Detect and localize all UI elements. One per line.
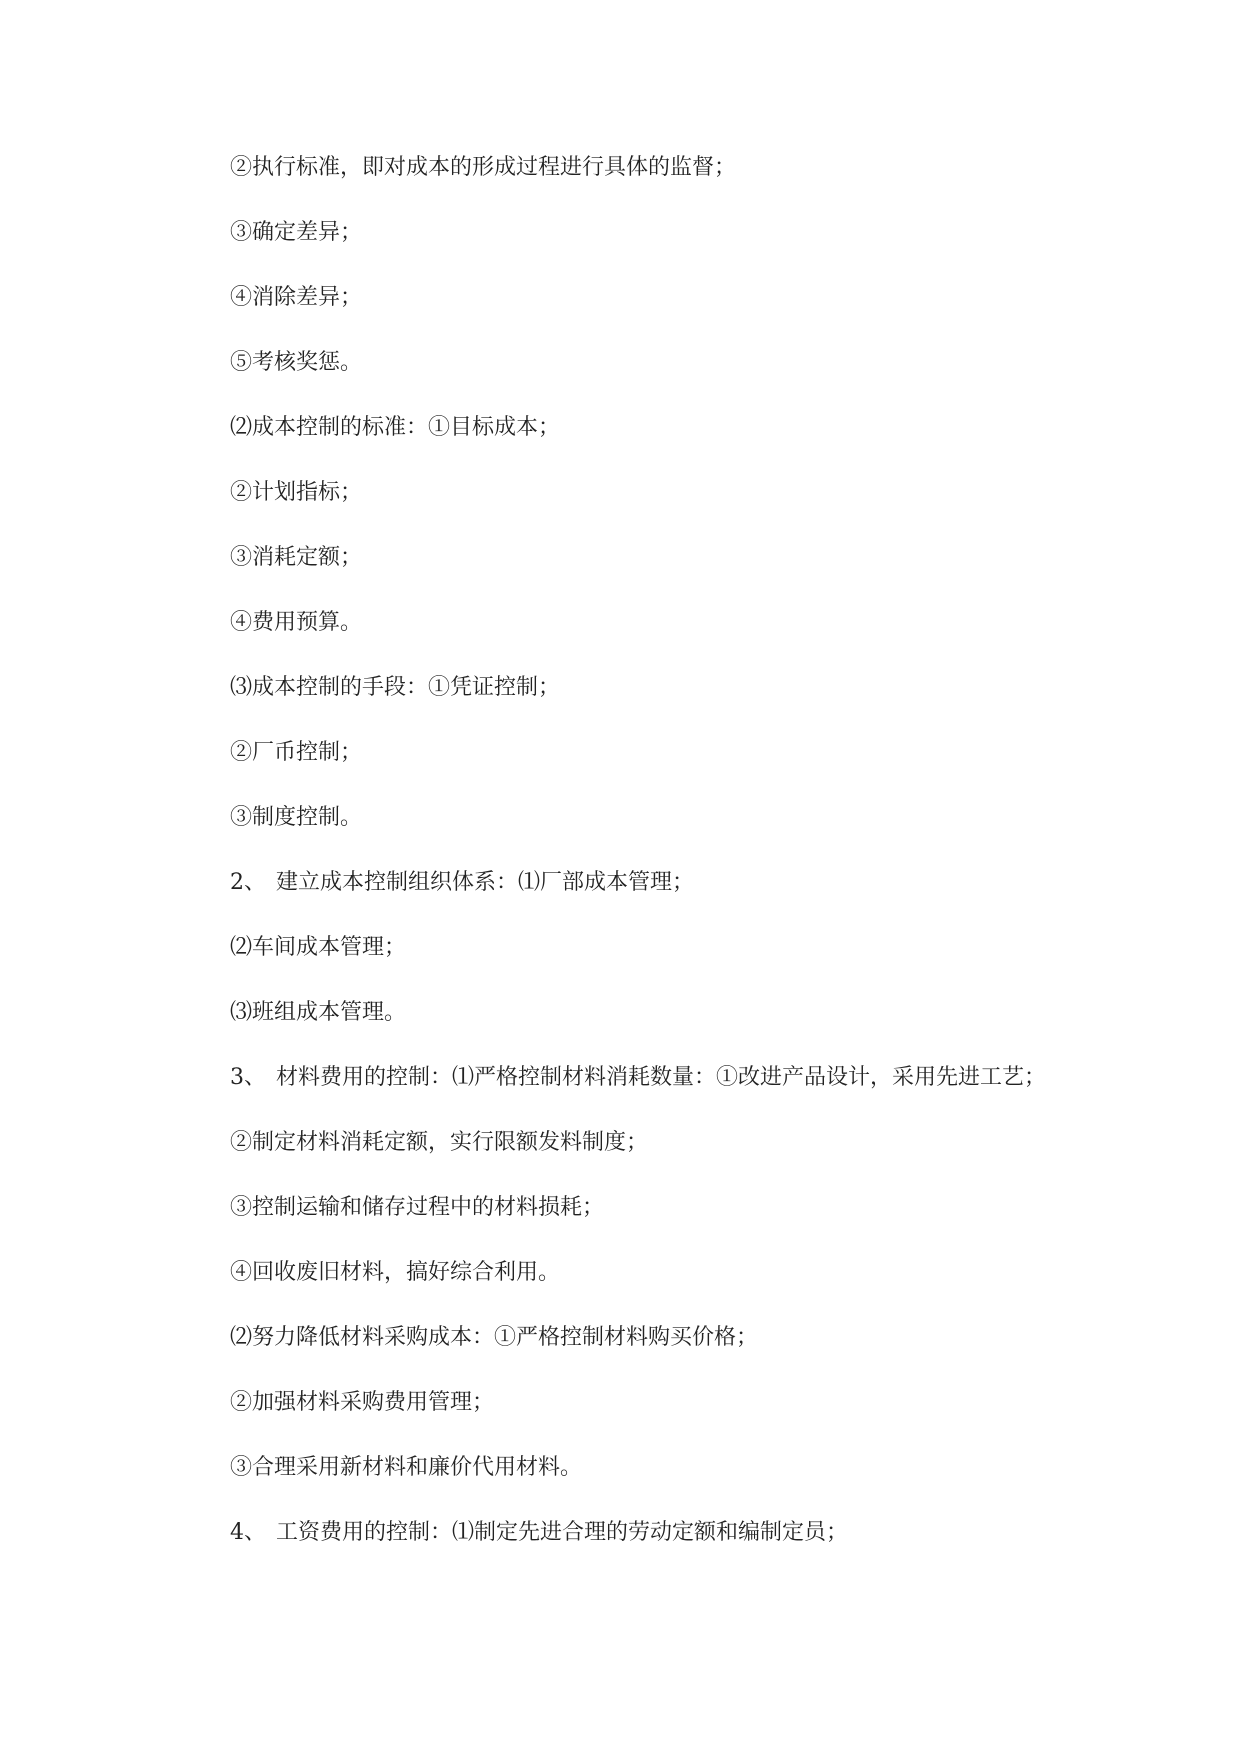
text-line xyxy=(230,934,1130,999)
text-line xyxy=(230,999,1130,1064)
text-line xyxy=(230,479,1130,544)
line-text: ④消除差异； xyxy=(230,285,363,310)
text-line xyxy=(230,349,1130,414)
line-text: ②计划指标； xyxy=(230,480,363,505)
line-text: ②厂币控制； xyxy=(230,740,363,765)
text-line xyxy=(230,804,1130,869)
line-text: ②加强材料采购费用管理； xyxy=(230,1390,495,1415)
line-text: ③控制运输和储存过程中的材料损耗； xyxy=(230,1195,605,1220)
line-text: ⑤考核奖惩。 xyxy=(230,350,363,375)
text-line xyxy=(230,1194,1130,1259)
line-text: 建立成本控制组织体系：⑴厂部成本管理； xyxy=(276,870,695,895)
text-line xyxy=(230,1454,1130,1519)
line-text: 材料费用的控制：⑴严格控制材料消耗数量：①改进产品设计，采用先进工艺； xyxy=(276,1065,1047,1090)
numbered-line xyxy=(230,1064,1130,1129)
text-line xyxy=(230,1129,1130,1194)
text-line xyxy=(230,1389,1130,1454)
line-text: ②制定材料消耗定额，实行限额发料制度； xyxy=(230,1130,649,1155)
text-line xyxy=(230,219,1130,284)
line-text: ⑵成本控制的标准：①目标成本； xyxy=(230,415,561,440)
line-text: 工资费用的控制：⑴制定先进合理的劳动定额和编制定员； xyxy=(276,1520,849,1545)
line-text: ③确定差异； xyxy=(230,220,363,245)
line-text: ③消耗定额； xyxy=(230,545,363,570)
line-text: ④回收废旧材料，搞好综合利用。 xyxy=(230,1260,561,1285)
text-line xyxy=(230,609,1130,674)
text-line xyxy=(230,544,1130,609)
numbered-line xyxy=(230,1519,1130,1584)
line-text: ④费用预算。 xyxy=(230,610,363,635)
numbered-line xyxy=(230,869,1130,934)
text-line xyxy=(230,154,1130,219)
text-line xyxy=(230,1259,1130,1324)
line-number: 3、 xyxy=(230,1065,266,1090)
text-line xyxy=(230,1324,1130,1389)
line-number: 2、 xyxy=(230,870,266,895)
line-text: ③制度控制。 xyxy=(230,805,363,830)
line-text: ⑶成本控制的手段：①凭证控制； xyxy=(230,675,561,700)
document-body xyxy=(230,154,1130,1584)
line-text: ⑵努力降低材料采购成本：①严格控制材料购买价格； xyxy=(230,1325,759,1350)
line-number: 4、 xyxy=(230,1520,266,1545)
line-text: ⑶班组成本管理。 xyxy=(230,1000,407,1025)
text-line xyxy=(230,739,1130,804)
text-line xyxy=(230,674,1130,739)
line-text: ③合理采用新材料和廉价代用材料。 xyxy=(230,1455,583,1480)
line-text: ②执行标准，即对成本的形成过程进行具体的监督； xyxy=(230,155,737,180)
text-line xyxy=(230,284,1130,349)
text-line xyxy=(230,414,1130,479)
line-text: ⑵车间成本管理； xyxy=(230,935,407,960)
